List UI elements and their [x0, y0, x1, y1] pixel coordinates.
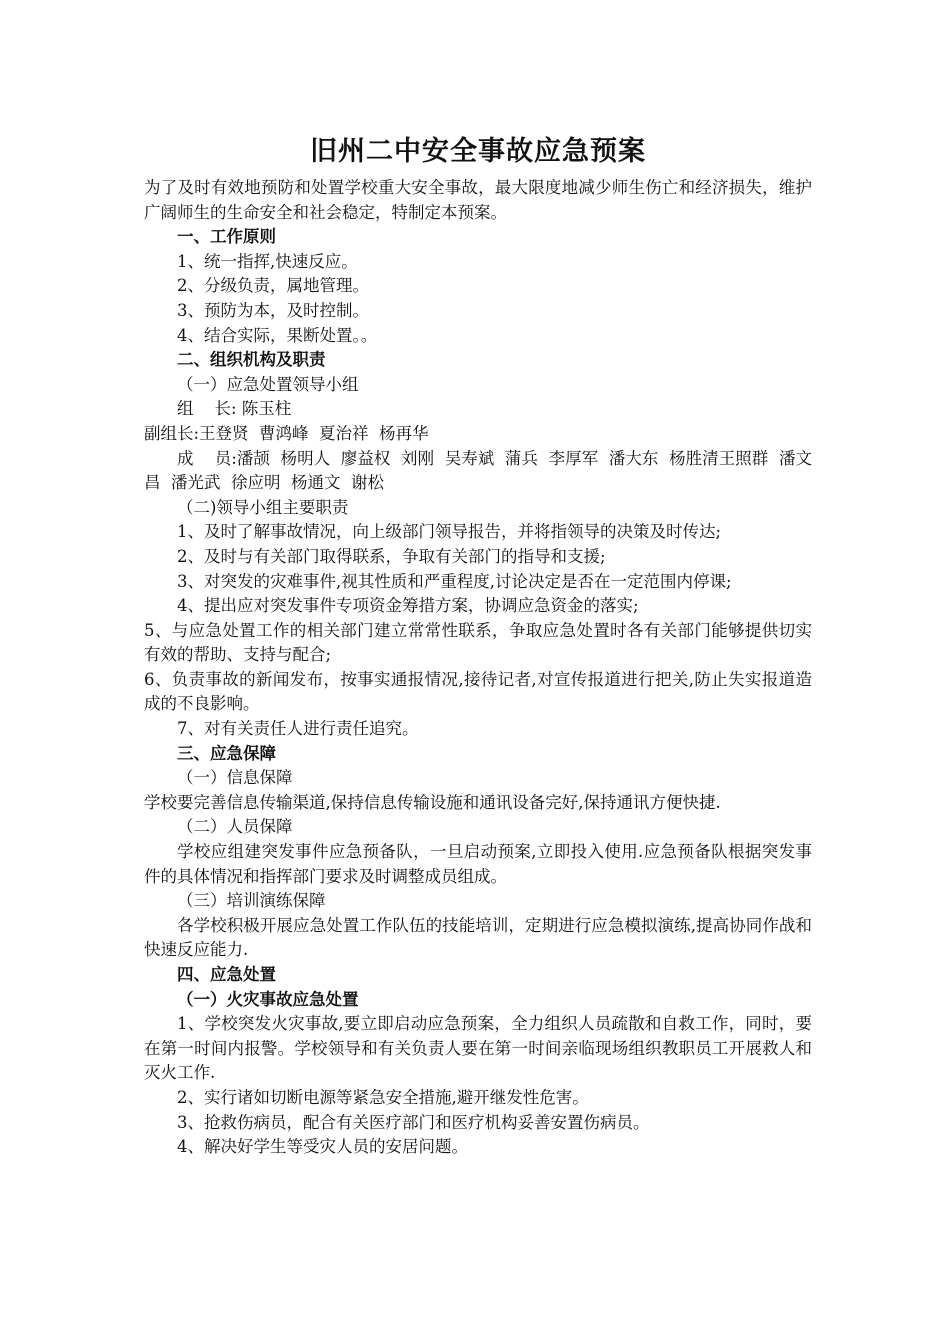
principle-item: 2、分级负责，属地管理。	[177, 276, 369, 296]
duty-item: 3、对突发的灾难事件,视其性质和严重程度,讨论决定是否在一定范围内停课;	[177, 571, 732, 591]
fire-item: 4、解决好学生等受灾人员的安居问题。	[177, 1137, 468, 1157]
deputy-leaders: 副组长:王登贤 曹鸿峰 夏治祥 杨再华	[144, 423, 429, 443]
principle-item: 3、预防为本，及时控制。	[177, 300, 369, 320]
duty-item: 5、与应急处置工作的相关部门建立常常性联系，争取应急处置时各有关部门能够提供切实有效的帮助、支持与配合;	[144, 620, 812, 665]
fire-item: 2、实行诸如切断电源等紧急安全措施,避开继发性危害。	[177, 1087, 589, 1107]
subsection-heading: （二)领导小组主要职责	[177, 497, 349, 517]
section3-heading: 三、应急保障	[177, 743, 276, 763]
subsection-heading: （二）人员保障	[177, 817, 293, 837]
principle-item: 4、结合实际，果断处置。。	[177, 325, 378, 345]
subsection-heading: （三）培训演练保障	[177, 891, 326, 911]
subsection-heading: （一）信息保障	[177, 768, 293, 788]
subsection-heading: （一）应急处置领导小组	[177, 374, 359, 394]
group-members: 成 员:潘颉 杨明人 廖益权 刘刚 吴寿斌 蒲兵 李厚军 潘大东 杨胜清王照群 潘文昌 潘光武 徐应明 杨通文 谢松	[144, 448, 812, 493]
info-guarantee-text: 学校要完善信息传输渠道,保持信息传输设施和通讯设备完好,保持通讯方便快捷.	[144, 792, 721, 812]
subsection-heading: （一）火灾事故应急处置	[177, 989, 359, 1009]
duty-item: 1、及时了解事故情况，向上级部门领导报告，并将指领导的决策及时传达;	[177, 522, 722, 542]
personnel-guarantee-text: 学校应组建突发事件应急预备队，一旦启动预案,立即投入使用.应急预备队根据突发事件的具体情况和指挥部门要求及时调整成员组成。	[144, 842, 812, 886]
fire-item: 3、抢救伤病员，配合有关医疗部门和医疗机构妥善安置伤病员。	[177, 1112, 650, 1132]
duty-item: 2、及时与有关部门取得联系，争取有关部门的指导和支援;	[177, 546, 606, 566]
group-leader: 组 长: 陈玉柱	[177, 399, 292, 419]
fire-item: 1、学校突发火灾事故,要立即启动应急预案，全力组织人员疏散和自救工作，同时，要在第一时间内报警。学校领导和有关负责人要在第一时间亲临现场组织教职员工开展救人和灭火工作.	[144, 1014, 812, 1083]
principle-item: 1、统一指挥,快速反应。	[177, 251, 358, 271]
document-page	[144, 132, 812, 1160]
section2-heading: 二、组织机构及职责	[177, 350, 326, 370]
duty-item: 4、提出应对突发事件专项资金筹措方案，协调应急资金的落实;	[177, 596, 639, 616]
section4-heading: 四、应急处置	[177, 965, 276, 984]
intro-paragraph: 为了及时有效地预防和处置学校重大安全事故，最大限度地减少师生伤亡和经济损失，维护广阔师生的生命安全和社会稳定，特制定本预案。	[144, 178, 812, 222]
document-title: 旧州二中安全事故应急预案	[310, 136, 646, 167]
training-guarantee-text: 各学校积极开展应急处置工作队伍的技能培训，定期进行应急模拟演练,提高协同作战和快速反应能力.	[144, 915, 812, 960]
section1-heading: 一、工作原则	[177, 227, 276, 247]
duty-item: 7、对有关责任人进行责任追究。	[177, 719, 419, 739]
duty-item: 6、负责事故的新闻发布，按事实通报情况,接待记者,对宣传报道进行把关,防止失实报道造成的不良影响。	[144, 669, 812, 714]
